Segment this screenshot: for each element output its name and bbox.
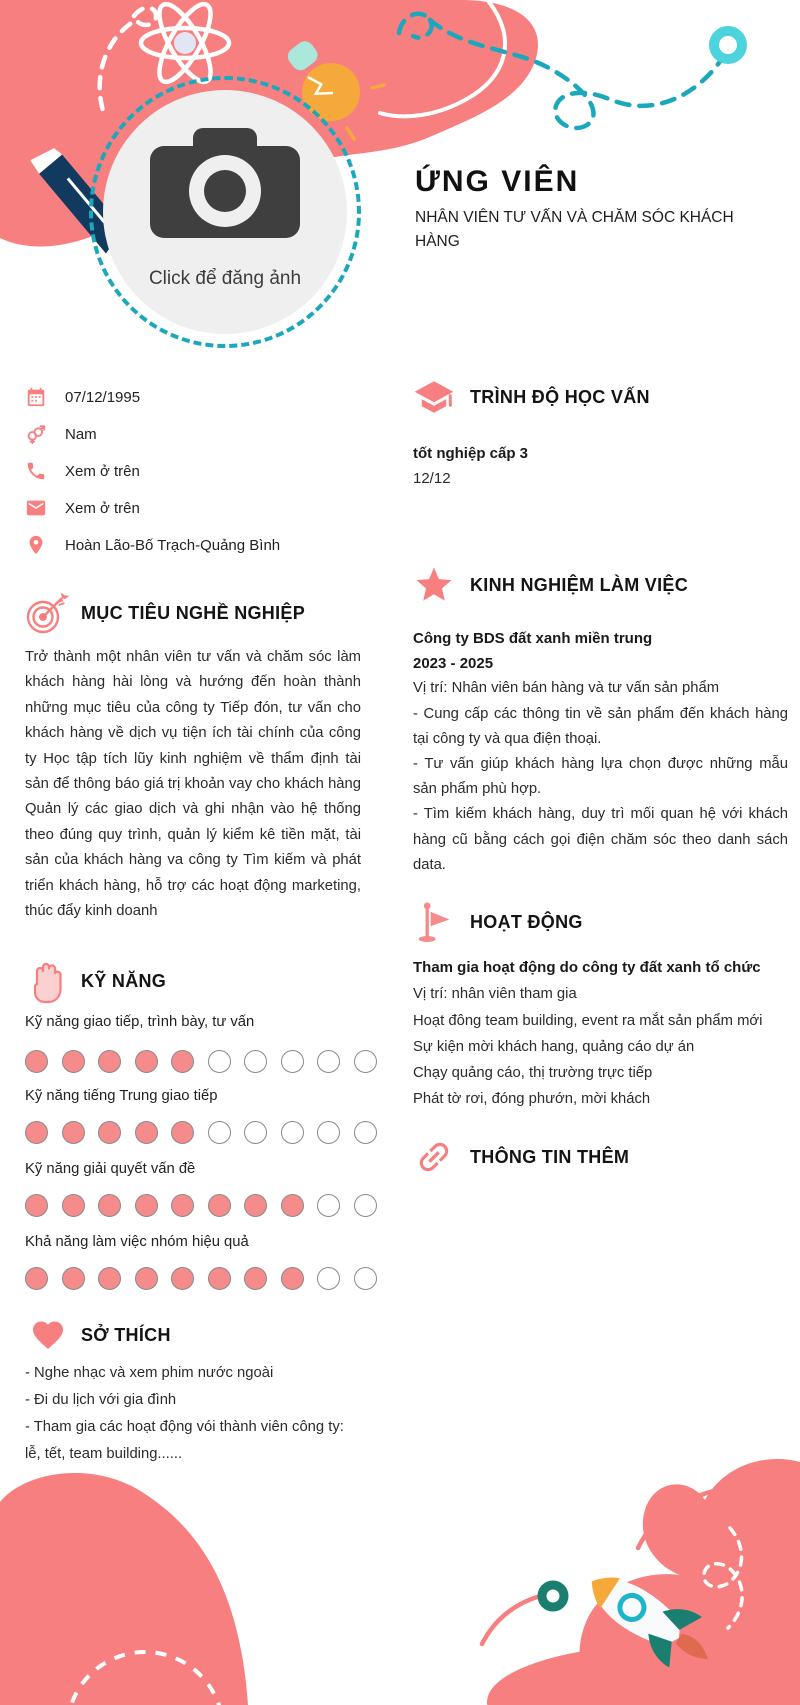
skill-label: Kỹ năng tiếng Trung giao tiếp — [25, 1088, 218, 1104]
birthday-value: 07/12/1995 — [65, 388, 141, 406]
section-hobbies-title: SỞ THÍCH — [81, 1324, 171, 1345]
teal-donut-dark — [542, 1585, 564, 1607]
activities-entry — [413, 955, 793, 1113]
section-additional-title: THÔNG TIN THÊM — [470, 1146, 630, 1167]
skill-label: Kỹ năng giải quyết vấn đề — [25, 1161, 196, 1177]
skill-dot — [244, 1267, 267, 1290]
skill-dot — [171, 1267, 194, 1290]
experience-company: Công ty BDS đất xanh miền trung — [413, 630, 653, 647]
skill-dot — [25, 1267, 48, 1290]
skill-dot — [25, 1194, 48, 1217]
skill-dot — [62, 1194, 85, 1217]
personal-info-list — [25, 383, 365, 568]
experience-line: - Cung cấp các thông tin về sản phẩm đến khách hàng tại công ty và qua điện thoại. — [413, 705, 788, 747]
section-skills-title: KỸ NĂNG — [81, 970, 167, 991]
phone-icon — [25, 460, 47, 482]
info-row-birthday — [25, 383, 365, 411]
skill-dot — [244, 1121, 267, 1144]
education-entry — [413, 441, 528, 491]
skill-dot — [354, 1121, 377, 1144]
skill-rating — [25, 1121, 377, 1144]
skill-dot — [281, 1267, 304, 1290]
section-experience-title: KINH NGHIỆM LÀM VIỆC — [470, 574, 689, 595]
info-row-gender — [25, 420, 365, 448]
gender-icon — [25, 423, 47, 445]
education-detail: 12/12 — [413, 470, 451, 487]
photo-upload-caption: Click để đăng ảnh — [148, 268, 302, 289]
skill-dot — [98, 1267, 121, 1290]
email-icon — [25, 497, 47, 519]
skill-dot — [317, 1194, 340, 1217]
activity-line: Vị trí: nhân viên tham gia — [413, 986, 577, 1003]
hobby-item: - Tham gia các hoạt động vói thành viên công ty: lễ, tết, team building...... — [25, 1419, 344, 1462]
experience-line: - Tìm kiếm khách hàng, duy trì mối quan hệ với khách hàng cũ bằng cách gọi điện chăm sóc theo danh sách data. — [413, 806, 788, 873]
photo-upload-button[interactable] — [103, 90, 347, 334]
skill-dot — [62, 1267, 85, 1290]
skill-dot — [244, 1194, 267, 1217]
skill-dot — [98, 1121, 121, 1144]
skill-dot — [25, 1050, 48, 1073]
gender-value: Nam — [65, 425, 97, 443]
objective-text: Trở thành một nhân viên tư vấn và chăm sóc làm khách hàng hài lòng và hướng đến hoàn thành những mục tiêu của công ty Tiếp đón, tư vấn cho khách hàng về dịch vụ tiện ích tài chính của công ty Học tập tích lũy kinh nghiệm về thẩm định tài sản để thông báo giá trị khoản vay cho khách hàng Quản lý các giao dịch và ghi nhận vào hệ thống theo đúng quy trình, quản lý kiểm kê tiền mặt, tài sản của khách hàng va công ty Tìm kiếm và phát triển khách hàng, hỗ trợ các hoạt động marketing, thúc đẩy kinh doanh — [25, 649, 361, 920]
skill-dot — [171, 1194, 194, 1217]
skill-dot — [281, 1121, 304, 1144]
skill-label: Kỹ năng giao tiếp, trình bày, tư vấn — [25, 1014, 255, 1030]
activity-line: Phát tờ rơi, đóng phướn, mời khách — [413, 1091, 651, 1108]
coral-arc-left — [482, 1596, 540, 1644]
skill-dot — [135, 1267, 158, 1290]
skill-dot — [135, 1194, 158, 1217]
calendar-icon — [25, 386, 47, 408]
skill-dot — [135, 1050, 158, 1073]
target-icon — [25, 591, 71, 635]
candidate-subtitle: NHÂN VIÊN TƯ VẤN VÀ CHĂM SÓC KHÁCH HÀNG — [415, 209, 734, 250]
skill-dot — [354, 1050, 377, 1073]
skill-dot — [62, 1121, 85, 1144]
skill-dot — [208, 1121, 231, 1144]
skill-dot — [281, 1050, 304, 1073]
flag-icon — [408, 898, 460, 946]
skill-label: Khả năng làm việc nhóm hiệu quả — [25, 1234, 249, 1250]
skill-dot — [354, 1267, 377, 1290]
section-experience-header — [408, 562, 688, 608]
info-row-email — [25, 494, 365, 522]
skill-dot — [98, 1194, 121, 1217]
activity-line: Sự kiện mời khách hang, quảng cáo dự án — [413, 1038, 695, 1055]
location-icon — [25, 534, 47, 556]
section-objective-title: MỤC TIÊU NGHỀ NGHIỆP — [81, 602, 306, 623]
email-value: Xem ở trên — [65, 499, 140, 517]
teal-donut — [714, 31, 742, 59]
section-education-title: TRÌNH ĐỘ HỌC VẤN — [470, 386, 650, 407]
hobby-item: - Nghe nhạc và xem phim nước ngoài — [25, 1365, 274, 1381]
section-additional-header — [408, 1133, 629, 1181]
section-skills-header — [25, 958, 166, 1004]
info-row-address — [25, 531, 365, 559]
education-degree: tốt nghiệp cấp 3 — [413, 445, 529, 462]
skill-dot — [62, 1050, 85, 1073]
skill-dot — [317, 1267, 340, 1290]
address-value: Hoàn Lão-Bố Trạch-Quảng Bình — [65, 536, 281, 554]
graduation-cap-icon — [408, 376, 460, 418]
skill-rating — [25, 1050, 377, 1073]
skill-dot — [98, 1050, 121, 1073]
phone-value: Xem ở trên — [65, 462, 140, 480]
hand-icon — [25, 958, 71, 1004]
skill-dot — [208, 1050, 231, 1073]
skill-dot — [171, 1121, 194, 1144]
skill-rating — [25, 1194, 377, 1217]
skill-dot — [208, 1267, 231, 1290]
section-activities-header — [408, 898, 583, 946]
skill-rating — [25, 1267, 377, 1290]
skill-dot — [171, 1050, 194, 1073]
experience-entry — [413, 626, 788, 878]
skill-dot — [25, 1121, 48, 1144]
candidate-title: ỨNG VIÊN — [415, 165, 580, 198]
hobby-item: - Đi du lịch với gia đình — [25, 1392, 177, 1408]
skill-dot — [317, 1121, 340, 1144]
section-education-header — [408, 374, 650, 420]
experience-line: Vị trí: Nhân viên bán hàng và tư vấn sản phẩm — [413, 680, 720, 697]
link-icon — [408, 1137, 460, 1177]
skill-dot — [281, 1194, 304, 1217]
experience-period: 2023 - 2025 — [413, 655, 494, 673]
skill-dot — [317, 1050, 340, 1073]
activity-line: Chạy quảng cáo, thị trường trực tiếp — [413, 1065, 653, 1082]
activity-line: Hoạt đông team building, event ra mắt sản phẩm mới — [413, 1012, 763, 1029]
pink-blob-bottom-band — [487, 1644, 800, 1705]
pink-blob-bottom-left — [0, 1473, 248, 1705]
activities-event: Tham gia hoạt động do công ty đất xanh tổ chức — [413, 959, 761, 976]
skill-dot — [354, 1194, 377, 1217]
skill-dot — [135, 1121, 158, 1144]
star-icon — [408, 564, 460, 606]
skill-dot — [208, 1194, 231, 1217]
info-row-phone — [25, 457, 365, 485]
camera-icon — [150, 120, 300, 240]
section-activities-title: HOẠT ĐỘNG — [470, 911, 583, 932]
experience-line: - Tư vấn giúp khách hàng lựa chọn được những mẫu sản phẩm phù hợp. — [413, 756, 788, 798]
skill-dot — [244, 1050, 267, 1073]
section-objective-header — [25, 590, 305, 636]
bottom-decoration — [0, 1330, 800, 1705]
